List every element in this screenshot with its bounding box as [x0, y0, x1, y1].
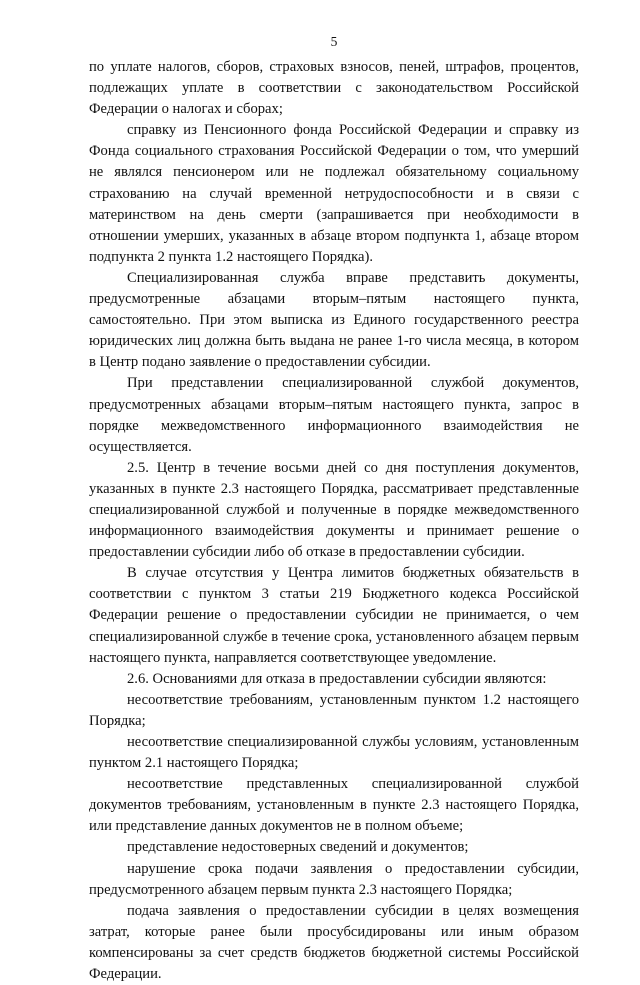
paragraph-pension-fund-certificate: справку из Пенсионного фонда Российской Федерации и справку из Фонда социального страхования Российской Федерации о том, что умерший не являлся пенсионером или не подлежал обязательному социальному страхованию на случай временной нетрудоспособности и в связи с материнством на день смерти (запрашивается при необходимости в отношении умерших, указанных в абзаце втором подпункта 1, абзаце втором подпункта 2 пункта 1.2 настоящего Порядка).	[89, 122, 579, 265]
page-number: 5	[330, 34, 338, 49]
paragraph-clause-2-5: 2.5. Центр в течение восьми дней со дня поступления документов, указанных в пункте 2.3 настоящего Порядка, рассматривает представленные специализированной службой и полученные в порядке межведомственного информационного взаимодействия документы и принимает решение о предоставлении субсидии либо об отказе в предоставлении субсидии.	[89, 459, 579, 561]
refusal-ground-6: подача заявления о предоставлении субсидии в целях возмещения затрат, которые ранее были просубсидированы или иным образом компенсированы за счет средств бюджетов бюджетной системы Российской Федерации.	[89, 902, 579, 983]
refusal-ground-2: несоответствие специализированной службы условиям, установленным пунктом 2.1 настоящего Порядка;	[89, 734, 579, 772]
refusal-ground-3: несоответствие представленных специализированной службой документов требованиям, установленным в пункте 2.3 настоящего Порядка, или представление данных документов не в полном объеме;	[89, 776, 579, 835]
paragraph-clause-2-6: 2.6. Основаниями для отказа в предоставлении субсидии являются:	[127, 670, 547, 687]
paragraph-no-budget-limits: В случае отсутствия у Центра лимитов бюджетных обязательств в соответствии с пунктом 3 статьи 219 Бюджетного кодекса Российской Федерации решение о предоставлении субсидии не принимается, о чем специализированной службе в течение срока, установленного абзацем первым настоящего пункта, направляется соответствующее уведомление.	[89, 565, 579, 666]
refusal-ground-5: нарушение срока подачи заявления о предоставлении субсидии, предусмотренного абзацем первым пункта 2.3 настоящего Порядка;	[89, 860, 579, 898]
paragraph-service-right: Специализированная служба вправе представить документы, предусмотренные абзацами вторым–пятым настоящего пункта, самостоятельно. При этом выписка из Единого государственного реестра юридических лиц должна быть выдана не ранее 1-го числа месяца, в котором в Центр подано заявление о предоставлении субсидии.	[89, 269, 579, 371]
refusal-ground-4: представление недостоверных сведений и документов;	[127, 839, 469, 856]
paragraph-no-interagency-request: При представлении специализированной службой документов, предусмотренных абзацами вторым–пятым настоящего пункта, запрос в порядке межведомственного информационного взаимодействия не осуществляется.	[89, 375, 579, 455]
refusal-ground-1: несоответствие требованиям, установленным пунктом 1.2 настоящего Порядка;	[89, 691, 579, 729]
paragraph-continuation: по уплате налогов, сборов, страховых взносов, пеней, штрафов, процентов, подлежащих уплате в соответствии с законодательством Российской Федерации о налогах и сборах;	[89, 59, 579, 118]
